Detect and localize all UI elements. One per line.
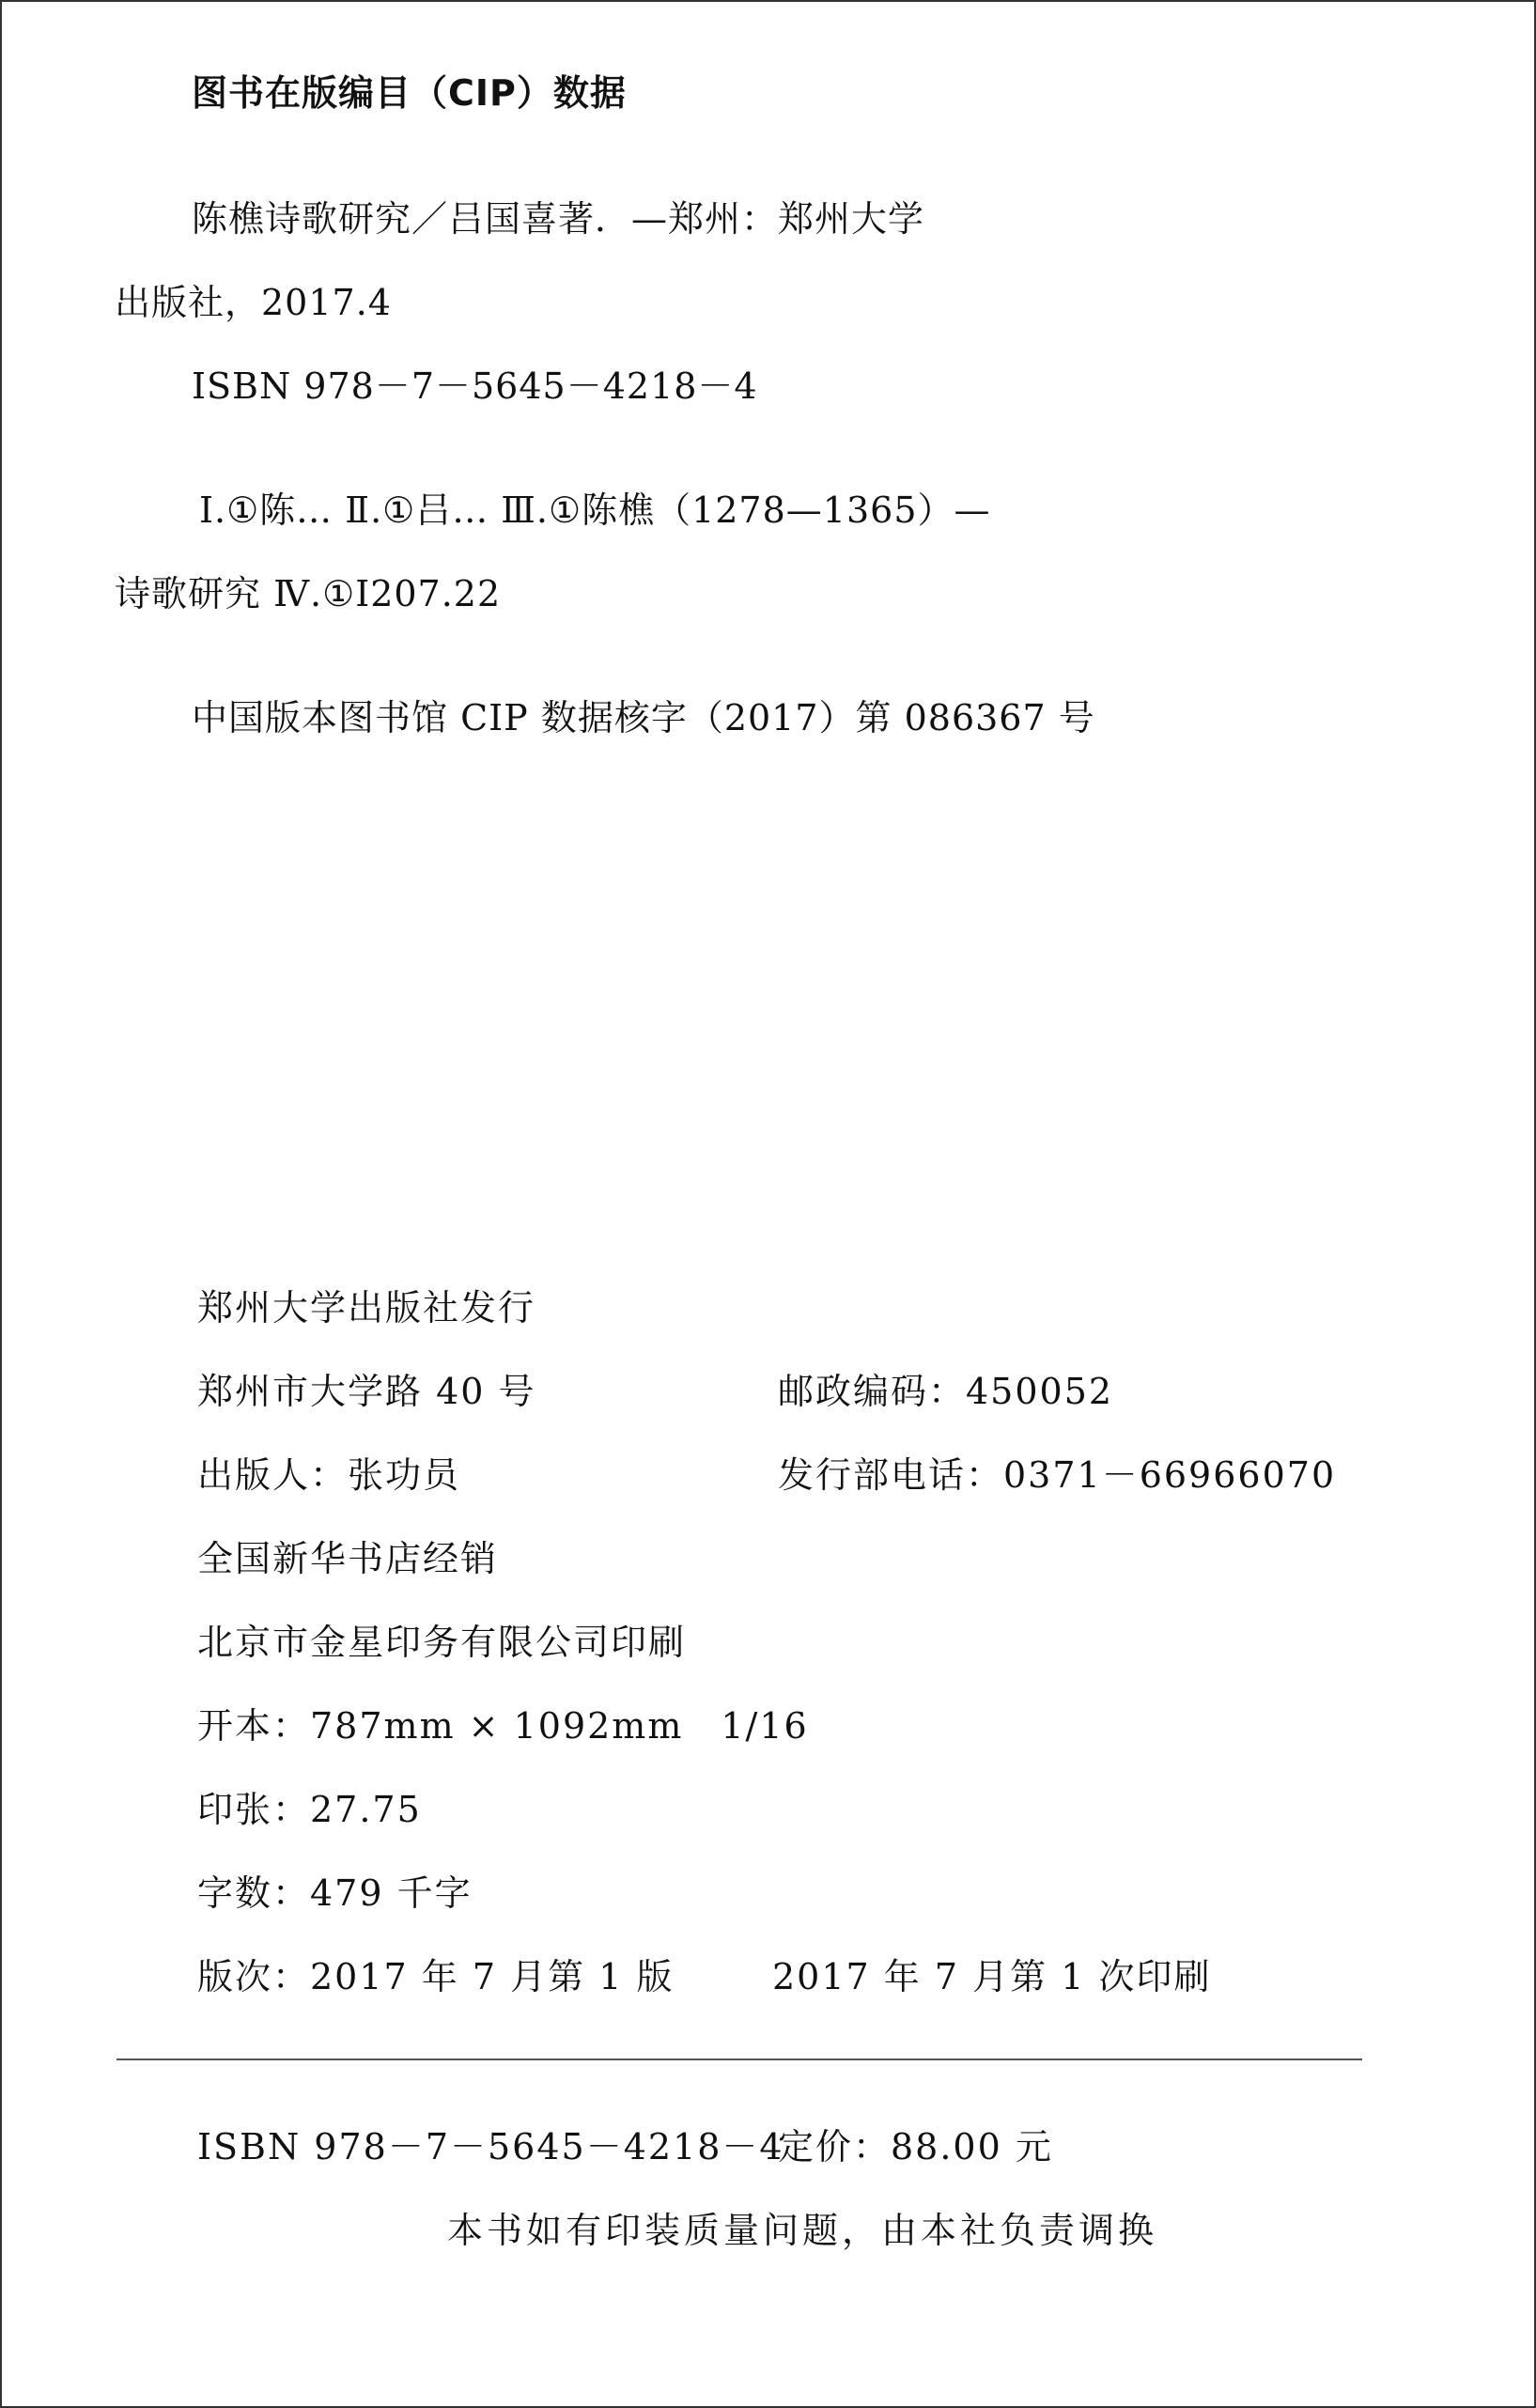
- imprint-publisher-person: 出版人：张功员: [197, 1454, 461, 1496]
- imprint-distributor: 郑州大学出版社发行: [197, 1287, 536, 1328]
- imprint-postcode: 邮政编码：450052: [778, 1371, 1114, 1412]
- imprint-address: 郑州市大学路 40 号: [197, 1371, 536, 1412]
- cip-title-line-1: 陈樵诗歌研究／吕国喜著．—郑州：郑州大学: [192, 198, 925, 240]
- imprint-format: 开本：787mm × 1092mm 1/16: [197, 1705, 809, 1747]
- cip-subject-line-2: 诗歌研究 Ⅳ.①I207.22: [115, 573, 502, 614]
- cip-isbn: ISBN 978－7－5645－4218－4: [192, 365, 758, 407]
- imprint-printer: 北京市金星印务有限公司印刷: [197, 1622, 687, 1663]
- imprint-sheets: 印张：27.75: [197, 1789, 422, 1830]
- imprint-edition: 版次：2017 年 7 月第 1 版: [197, 1956, 675, 1997]
- cip-heading: 图书在版编目（CIP）数据: [192, 72, 627, 114]
- imprint-word-count: 字数：479 千字: [197, 1872, 473, 1914]
- footer-price: 定价：88.00 元: [778, 2126, 1053, 2167]
- imprint-phone: 发行部电话：0371－66966070: [778, 1454, 1337, 1496]
- imprint-seller: 全国新华书店经销: [197, 1538, 499, 1579]
- imprint-printing: 2017 年 7 月第 1 次印刷: [772, 1956, 1212, 1997]
- footer-divider: [116, 2058, 1362, 2060]
- cip-title-line-2: 出版社，2017.4: [115, 282, 392, 323]
- cip-number: 中国版本图书馆 CIP 数据核字（2017）第 086367 号: [192, 697, 1095, 738]
- footer-isbn: ISBN 978－7－5645－4218－4: [197, 2126, 784, 2167]
- cip-subject-line-1: Ⅰ.①陈… Ⅱ.①吕… Ⅲ.①陈樵（1278—1365）—: [199, 489, 991, 531]
- footer-notice: 本书如有印装质量问题，由本社负责调换: [447, 2210, 1158, 2251]
